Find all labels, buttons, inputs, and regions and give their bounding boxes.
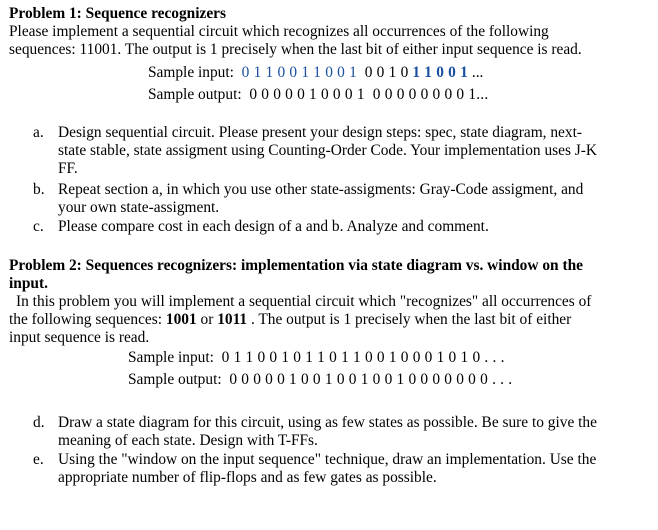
- item-label: c.: [33, 218, 44, 235]
- item-text-line: Repeat section a, in which you use other state-assigments: Gray-Code assigment, and: [58, 181, 584, 198]
- sample-input-seg2: 0 0 1 0: [364, 64, 409, 81]
- problem2-intro-line1: In this problem you will implement a sequential circuit which "recognizes" all occurrences of: [16, 293, 592, 310]
- problem1-intro-line1: Please implement a sequential circuit which recognizes all occurrences of the following: [9, 23, 549, 40]
- problem1-title: Problem 1: Sequence recognizers: [9, 5, 226, 22]
- intro-or: or: [196, 311, 218, 328]
- problem1-intro-line2: sequences: 11001. The output is 1 precisely when the last bit of either input sequence is read.: [9, 41, 582, 58]
- problem2-header: [9, 257, 649, 347]
- item-text-line: Using the "window on the input sequence" technique, draw an implementation. Use the: [58, 451, 597, 468]
- problem2-item-d: [33, 414, 633, 450]
- problem2-sample-output: [128, 371, 512, 389]
- problem1-header: [9, 5, 649, 59]
- sample-output-label: Sample output:: [148, 86, 242, 103]
- sample-output-value: 0 0 0 0 0 1 0 0 1 0 0 1 0 0 1 0 0 0 0 0 0 0 . . .: [229, 371, 513, 388]
- item-text-line: state stable, state assigment using Counting-Order Code. Your implementation uses J-K: [58, 142, 598, 159]
- problem1-sample-input: [148, 64, 483, 82]
- item-text-line: Draw a state diagram for this circuit, using as few states as possible. Be sure to give the: [58, 414, 597, 431]
- intro-text: the following sequences:: [9, 311, 166, 328]
- problem1-item-c: [33, 218, 633, 236]
- sample-input-seg3: 1 1 0 0 1: [412, 64, 468, 81]
- item-text-line: your own state-assigment.: [58, 199, 220, 216]
- problem2-sample-input: [128, 349, 505, 367]
- sample-output-value: 0 0 0 0 0 1 0 0 0 1 0 0 0 0 0 0 0 0 1...: [249, 86, 489, 103]
- problem1-sample-output: [148, 86, 488, 104]
- sample-input-value: 0 1 1 0 0 1 0 1 1 0 1 1 0 0 1 0 0 0 1 0 1 0 . . .: [221, 349, 505, 366]
- item-label: d.: [33, 414, 45, 431]
- item-text-line: Please compare cost in each design of a and b. Analyze and comment.: [58, 218, 489, 235]
- problem1-item-b: [33, 181, 633, 217]
- item-text-line: Design sequential circuit. Please present your design steps: spec, state diagram, next-: [58, 124, 582, 141]
- sample-output-label: Sample output:: [128, 371, 222, 388]
- item-label: a.: [33, 124, 44, 141]
- sample-input-seg1: 0 1 1 0 0 1 1 0 0 1: [241, 64, 358, 81]
- intro-seq1: 1001: [165, 311, 197, 328]
- problem2-intro-line2: [9, 311, 649, 329]
- sample-input-label: Sample input:: [128, 349, 214, 366]
- sample-input-label: Sample input:: [148, 64, 234, 81]
- item-text-line: FF.: [58, 160, 78, 177]
- intro-text: . The output is 1 precisely when the last bit of either: [247, 311, 572, 328]
- problem2-item-e: [33, 451, 633, 487]
- item-label: e.: [33, 451, 44, 468]
- problem2-title-line2: input.: [9, 275, 48, 292]
- intro-seq2: 1011: [217, 311, 248, 328]
- item-label: b.: [33, 181, 45, 198]
- problem2-intro-line3: input sequence is read.: [9, 329, 150, 346]
- problem1-item-a: [33, 124, 633, 178]
- item-text-line: appropriate number of flip-flops and as few gates as possible.: [58, 469, 437, 486]
- item-text-line: meaning of each state. Design with T-FFs.: [58, 432, 318, 449]
- problem2-title-line1: Problem 2: Sequences recognizers: implementation via state diagram vs. window on the: [9, 257, 583, 274]
- sample-input-tail: ...: [471, 64, 484, 81]
